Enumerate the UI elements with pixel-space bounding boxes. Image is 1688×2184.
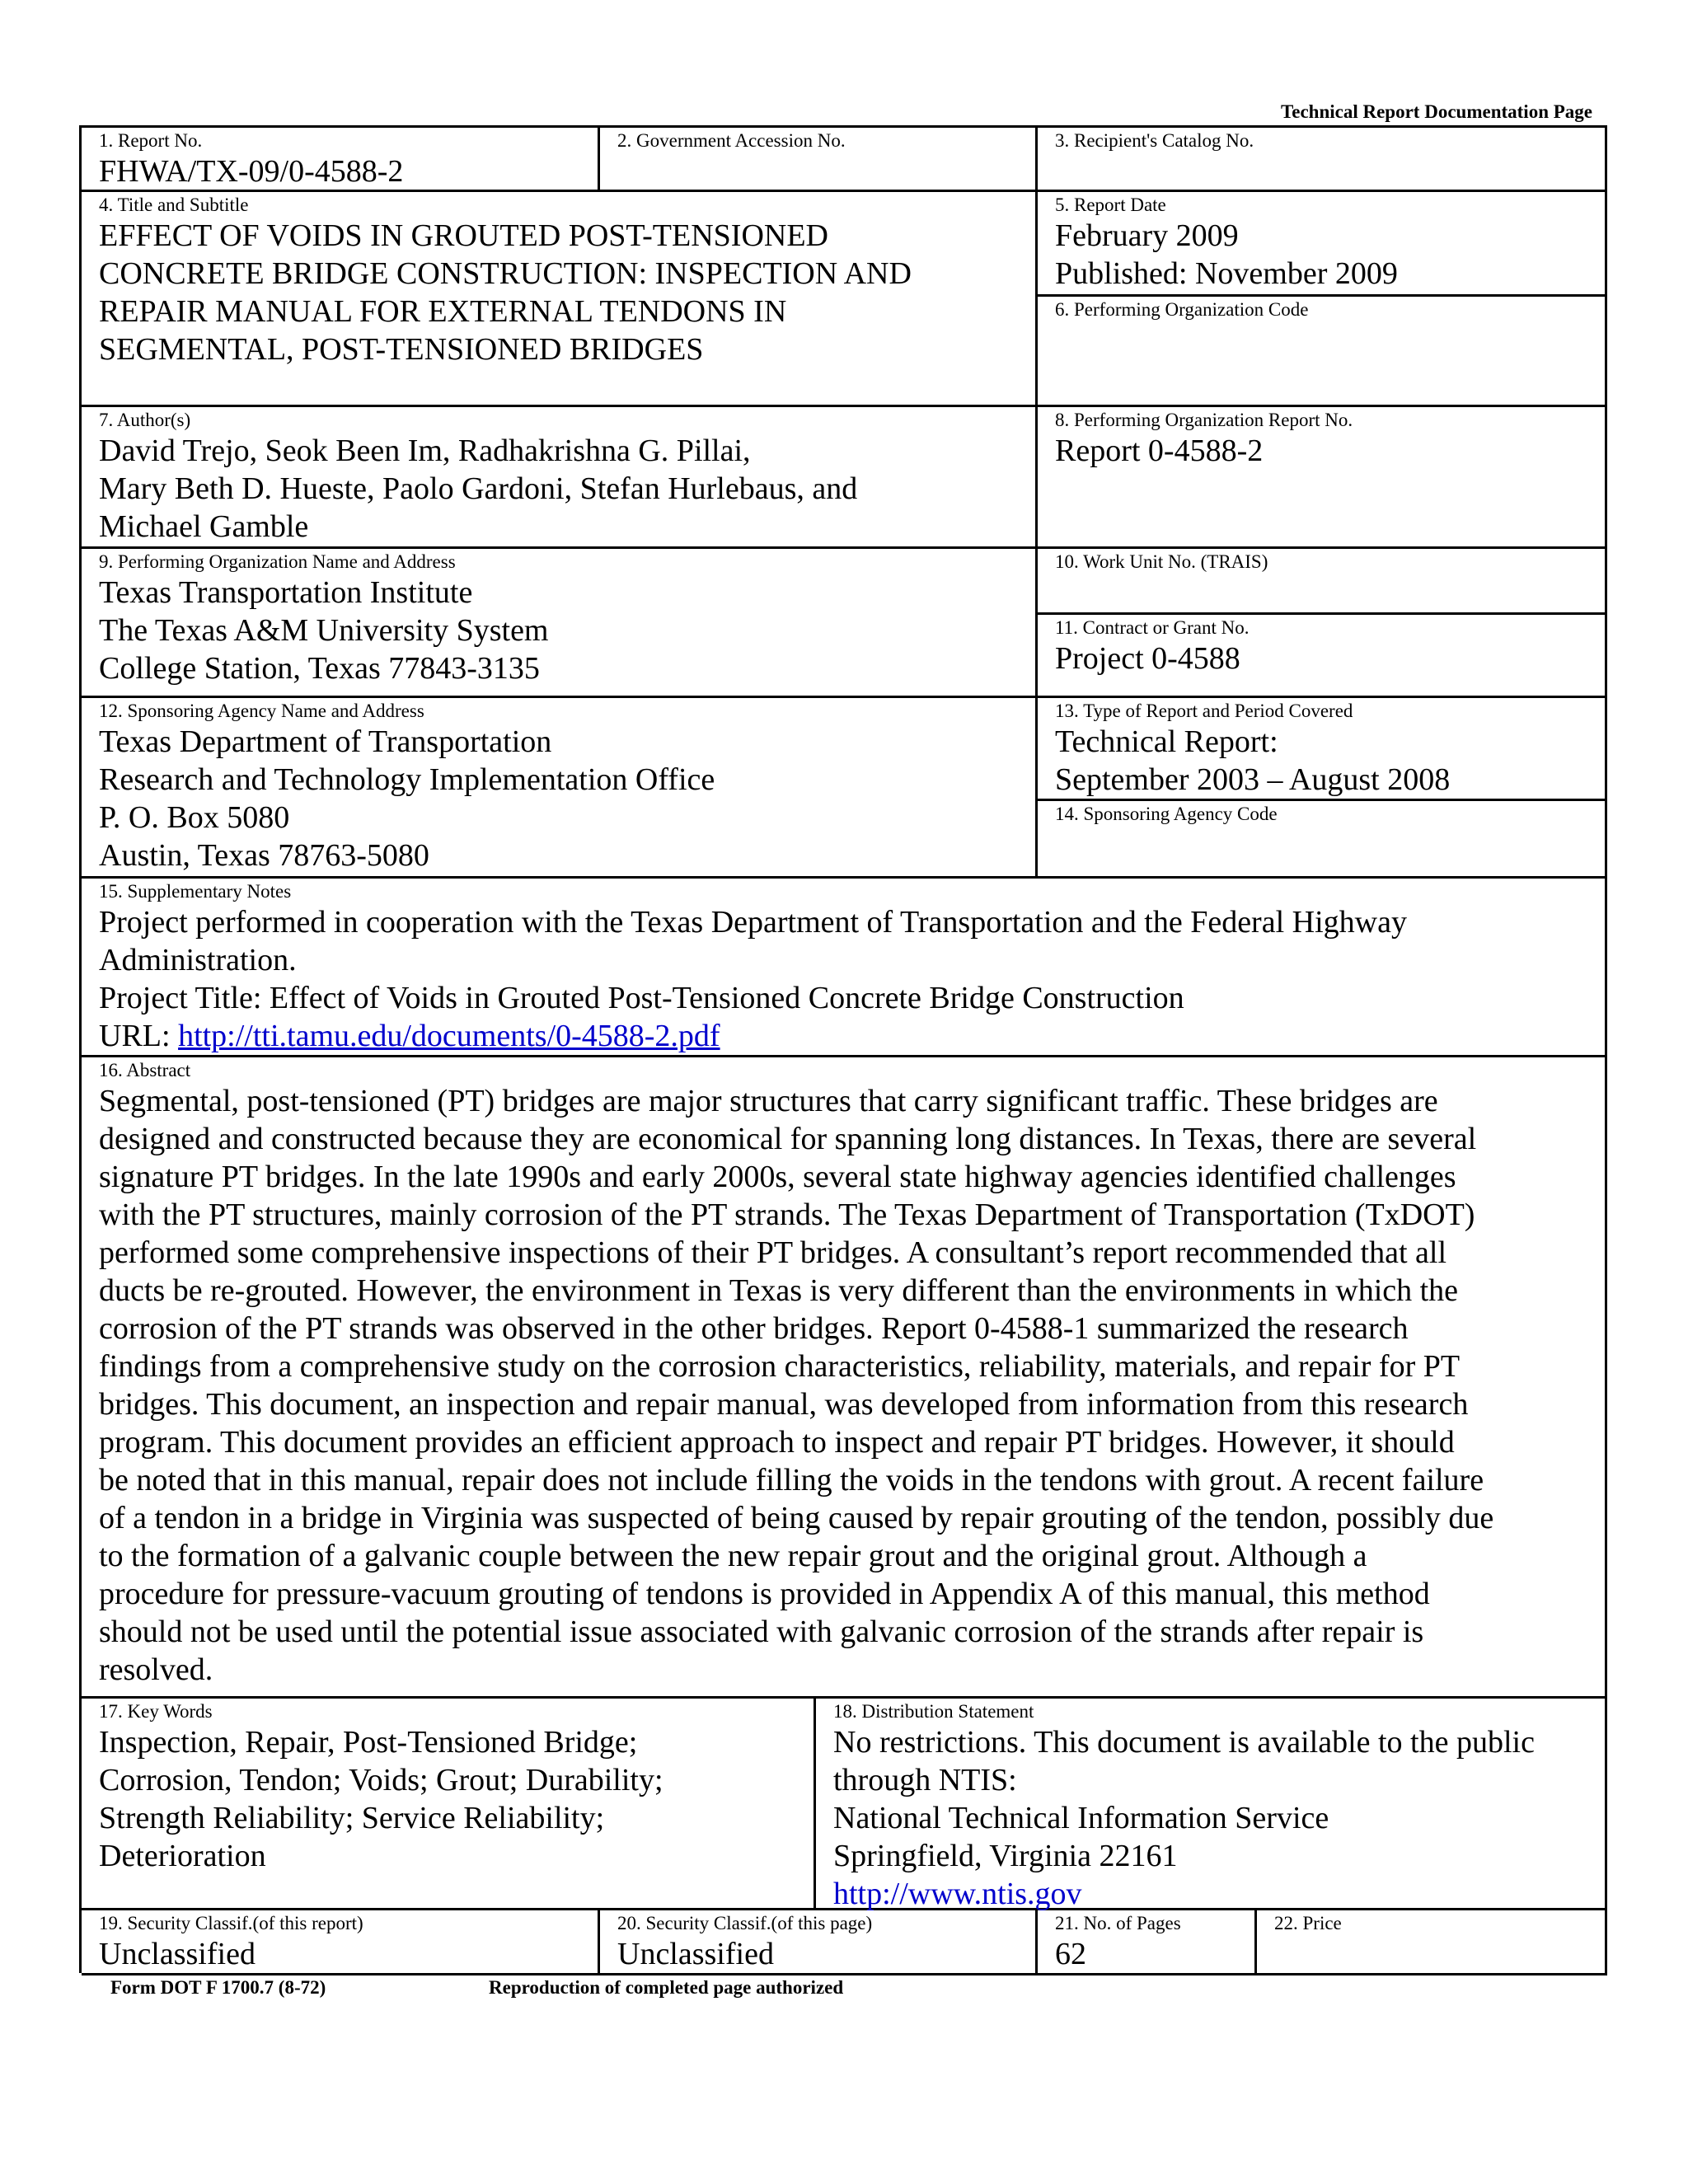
field-gov-accession xyxy=(600,128,1038,192)
abstract-line: ducts be re-grouted. However, the environment in Texas is very different than the environments in which the xyxy=(99,1273,1459,1308)
report-no-value: FHWA/TX-09/0-4588-2 xyxy=(99,154,404,189)
field-recipient-catalog xyxy=(1038,128,1607,192)
field-work-unit-no xyxy=(1038,549,1607,615)
field-label: 2. Government Accession No. xyxy=(617,130,846,151)
field-sponsoring-agency xyxy=(82,698,1038,879)
perf-org-report-no-value: Report 0-4588-2 xyxy=(1055,434,1264,468)
field-security-classif-page xyxy=(600,1910,1038,1975)
sponsor-line: Research and Technology Implementation Office xyxy=(99,762,715,797)
abstract-line: of a tendon in a bridge in Virginia was suspected of being caused by repair grouting of the tendon, possibly due xyxy=(99,1501,1494,1535)
author-line: Mary Beth D. Hueste, Paolo Gardoni, Stefan Hurlebaus, and xyxy=(99,471,858,506)
security-report-value: Unclassified xyxy=(99,1937,256,1971)
report-type-line: September 2003 – August 2008 xyxy=(1055,762,1451,797)
abstract-line: should not be used until the potential issue associated with galvanic corrosion of the strands after repair is xyxy=(99,1615,1424,1649)
field-no-of-pages xyxy=(1038,1910,1257,1975)
field-label: 15. Supplementary Notes xyxy=(99,881,292,902)
documentation-form xyxy=(79,125,1607,1973)
field-report-no xyxy=(82,128,600,192)
field-distribution-statement xyxy=(816,1699,1607,1910)
abstract-line: bridges. This document, an inspection and repair manual, was developed from information from this research xyxy=(99,1387,1469,1422)
field-label: 4. Title and Subtitle xyxy=(99,194,249,215)
abstract-line: findings from a comprehensive study on the corrosion characteristics, reliability, materials, and repair for PT xyxy=(99,1349,1461,1384)
abstract-line: signature PT bridges. In the late 1990s and early 2000s, several state highway agencies identified challenges xyxy=(99,1160,1456,1194)
field-title-subtitle xyxy=(82,192,1038,407)
title-line: REPAIR MANUAL FOR EXTERNAL TENDONS IN xyxy=(99,294,787,329)
url-line xyxy=(99,1017,1605,1055)
abstract-line: with the PT structures, mainly corrosion of the PT strands. The Texas Department of Transportation (TxDOT) xyxy=(99,1197,1475,1232)
footer-reproduction-note: Reproduction of completed page authorized xyxy=(489,1977,844,1998)
field-report-date xyxy=(1038,192,1607,297)
sponsor-line: Texas Department of Transportation xyxy=(99,724,552,759)
perf-org-line: College Station, Texas 77843-3135 xyxy=(99,651,540,686)
report-date-line: February 2009 xyxy=(1055,218,1239,253)
field-contract-no xyxy=(1038,615,1607,698)
footer-form-id: Form DOT F 1700.7 (8-72) xyxy=(110,1977,326,1998)
report-date-line: Published: November 2009 xyxy=(1055,256,1398,291)
field-label: 5. Report Date xyxy=(1055,194,1166,215)
key-words-line: Corrosion, Tendon; Voids; Grout; Durability; xyxy=(99,1763,663,1797)
field-label: 11. Contract or Grant No. xyxy=(1055,617,1250,638)
field-label: 7. Author(s) xyxy=(99,410,191,430)
report-url-link[interactable]: http://tti.tamu.edu/documents/0-4588-2.pdf xyxy=(178,1019,720,1053)
field-label: 8. Performing Organization Report No. xyxy=(1055,410,1353,430)
field-label: 14. Sponsoring Agency Code xyxy=(1055,804,1278,824)
title-line: SEGMENTAL, POST-TENSIONED BRIDGES xyxy=(99,332,704,367)
field-key-words xyxy=(82,1699,816,1910)
abstract-line: to the formation of a galvanic couple between the new repair grout and the original grout. Although a xyxy=(99,1539,1367,1573)
page-header-title: Technical Report Documentation Page xyxy=(1281,101,1592,122)
contract-no-value: Project 0-4588 xyxy=(1055,641,1240,676)
field-label: 10. Work Unit No. (TRAIS) xyxy=(1055,551,1268,572)
field-label: 9. Performing Organization Name and Address xyxy=(99,551,456,572)
field-sponsoring-agency-code xyxy=(1038,801,1607,879)
field-abstract xyxy=(82,1057,1607,1699)
field-authors xyxy=(82,407,1038,549)
key-words-line: Inspection, Repair, Post-Tensioned Bridge; xyxy=(99,1725,638,1760)
abstract-line: designed and constructed because they are economical for spanning long distances. In Texas, there are several xyxy=(99,1122,1477,1156)
field-label: 6. Performing Organization Code xyxy=(1055,299,1309,320)
field-perf-org-name xyxy=(82,549,1038,698)
field-label: 22. Price xyxy=(1274,1913,1342,1933)
field-report-type xyxy=(1038,698,1607,801)
ntis-url-link[interactable]: http://www.ntis.gov xyxy=(833,1877,1082,1911)
field-price xyxy=(1257,1910,1607,1975)
no-of-pages-value: 62 xyxy=(1055,1937,1086,1971)
distribution-line: No restrictions. This document is available to the public xyxy=(833,1725,1535,1760)
field-perf-org-code xyxy=(1038,297,1607,407)
field-label: 21. No. of Pages xyxy=(1055,1913,1181,1933)
field-label: 3. Recipient's Catalog No. xyxy=(1055,130,1254,151)
title-line: EFFECT OF VOIDS IN GROUTED POST-TENSIONED xyxy=(99,218,828,253)
perf-org-line: The Texas A&M University System xyxy=(99,613,549,648)
key-words-line: Deterioration xyxy=(99,1839,266,1873)
url-prefix: URL: xyxy=(99,1019,179,1053)
distribution-line: through NTIS: xyxy=(833,1763,1017,1797)
field-label: 13. Type of Report and Period Covered xyxy=(1055,701,1353,721)
field-label: 16. Abstract xyxy=(99,1060,191,1080)
abstract-line: be noted that in this manual, repair does not include filling the voids in the tendons with grout. A recent failure xyxy=(99,1463,1484,1497)
key-words-line: Strength Reliability; Service Reliability; xyxy=(99,1801,605,1835)
security-page-value: Unclassified xyxy=(617,1937,774,1971)
field-label: 12. Sponsoring Agency Name and Address xyxy=(99,701,424,721)
field-supplementary-notes xyxy=(82,879,1607,1057)
report-type-line: Technical Report: xyxy=(1055,724,1278,759)
sponsor-line: Austin, Texas 78763-5080 xyxy=(99,838,429,873)
field-perf-org-report-no xyxy=(1038,407,1607,549)
field-label: 18. Distribution Statement xyxy=(833,1701,1034,1722)
field-label: 17. Key Words xyxy=(99,1701,213,1722)
abstract-line: corrosion of the PT strands was observed in the other bridges. Report 0-4588-1 summarized the research xyxy=(99,1311,1409,1346)
abstract-line: program. This document provides an efficient approach to inspect and repair PT bridges. However, it should xyxy=(99,1425,1455,1460)
author-line: Michael Gamble xyxy=(99,509,309,544)
distribution-line: Springfield, Virginia 22161 xyxy=(833,1839,1178,1873)
supplementary-line: Project Title: Effect of Voids in Grouted Post-Tensioned Concrete Bridge Construction xyxy=(99,981,1184,1015)
perf-org-line: Texas Transportation Institute xyxy=(99,575,473,610)
title-line: CONCRETE BRIDGE CONSTRUCTION: INSPECTION AND xyxy=(99,256,912,291)
supplementary-line: Project performed in cooperation with the Texas Department of Transportation and the Federal Highway xyxy=(99,905,1407,940)
supplementary-line: Administration. xyxy=(99,943,297,977)
field-label: 1. Report No. xyxy=(99,130,203,151)
abstract-line: Segmental, post-tensioned (PT) bridges are major structures that carry significant traffic. These bridges are xyxy=(99,1084,1438,1118)
field-label: 20. Security Classif.(of this page) xyxy=(617,1913,873,1933)
abstract-line: procedure for pressure-vacuum grouting of tendons is provided in Appendix A of this manual, this method xyxy=(99,1577,1430,1611)
field-security-classif-report xyxy=(82,1910,600,1975)
distribution-line: National Technical Information Service xyxy=(833,1801,1329,1835)
abstract-line: resolved. xyxy=(99,1652,213,1687)
author-line: David Trejo, Seok Been Im, Radhakrishna G. Pillai, xyxy=(99,434,751,468)
abstract-line: performed some comprehensive inspections of their PT bridges. A consultant’s report recommended that all xyxy=(99,1235,1447,1270)
sponsor-line: P. O. Box 5080 xyxy=(99,800,290,835)
field-label: 19. Security Classif.(of this report) xyxy=(99,1913,363,1933)
